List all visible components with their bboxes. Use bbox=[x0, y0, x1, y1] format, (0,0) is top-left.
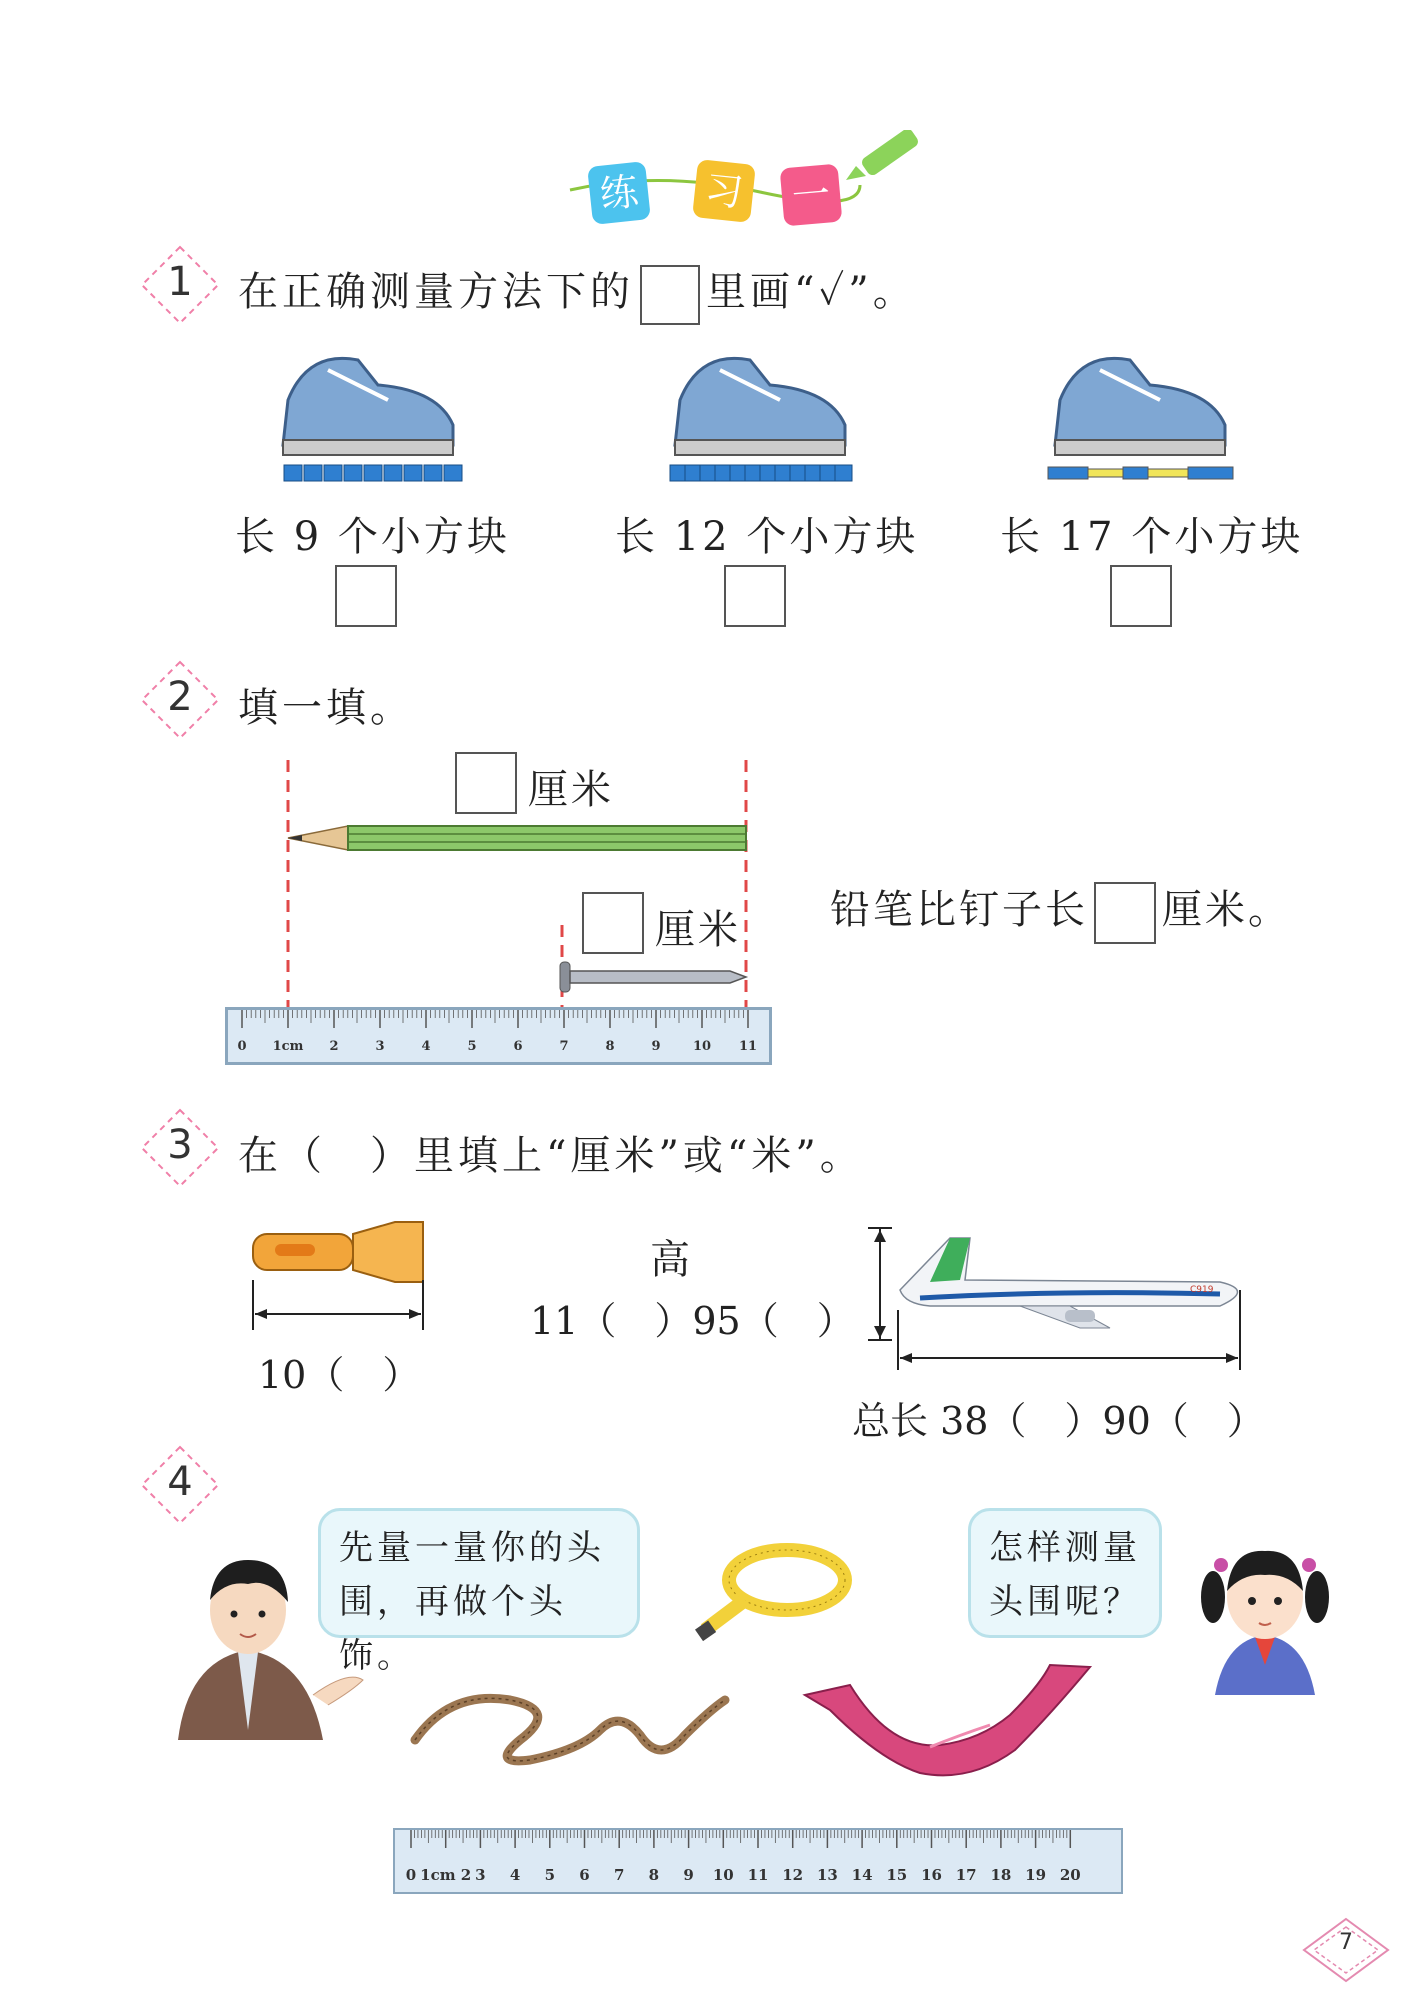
plane-tail-text: C919 bbox=[1190, 1285, 1214, 1295]
large-ruler-label: 1cm 2 bbox=[420, 1866, 472, 1884]
large-ruler-label: 13 bbox=[816, 1866, 838, 1884]
rope-image bbox=[410, 1670, 730, 1780]
large-ruler-label: 4 bbox=[509, 1866, 521, 1884]
cm-ruler-small bbox=[226, 1008, 771, 1064]
pencil-length-box[interactable] bbox=[455, 752, 517, 814]
option-1-checkbox[interactable] bbox=[335, 565, 397, 627]
large-ruler-label: 19 bbox=[1025, 1866, 1047, 1884]
large-ruler-label: 12 bbox=[782, 1866, 804, 1884]
teacher-speech-bubble bbox=[318, 1508, 640, 1676]
shoe-image bbox=[660, 330, 860, 490]
large-ruler-label: 8 bbox=[648, 1866, 660, 1884]
question-3-number: 3 bbox=[167, 1122, 193, 1168]
option-2-caption: 长 12 个小方块 bbox=[615, 514, 919, 560]
question-3-badge bbox=[140, 1108, 220, 1188]
large-ruler-label: 16 bbox=[921, 1866, 942, 1884]
header-char-3: 一 bbox=[780, 164, 843, 227]
large-ruler-label: 0 bbox=[405, 1866, 417, 1884]
question-2-number: 2 bbox=[167, 674, 193, 720]
option-1-caption: 长 9 个小方块 bbox=[235, 514, 510, 560]
teacher-bubble-line-1: 先量一量你的头 bbox=[339, 1528, 605, 1568]
pencil-length-unit: 厘米 bbox=[528, 767, 614, 813]
question-2-text: 填一填。 bbox=[238, 685, 414, 731]
small-ruler-label: 1cm bbox=[272, 1039, 304, 1054]
large-ruler-label: 15 bbox=[886, 1866, 908, 1884]
option-2-checkbox[interactable] bbox=[724, 565, 786, 627]
girl-illustration bbox=[1195, 1525, 1335, 1700]
small-ruler-label: 2 bbox=[329, 1039, 339, 1054]
option-3-checkbox[interactable] bbox=[1110, 565, 1172, 627]
question-1-text: 在正确测量方法下的 里画“✓”。 bbox=[238, 260, 917, 325]
large-ruler-label: 5 bbox=[544, 1866, 556, 1884]
question-1-badge bbox=[140, 245, 220, 325]
large-ruler-label: 3 bbox=[475, 1866, 486, 1884]
question-1-number: 1 bbox=[167, 259, 193, 305]
shoe-image bbox=[1040, 330, 1240, 490]
answer-box-sample bbox=[640, 265, 700, 325]
girl-speech-bubble bbox=[968, 1508, 1162, 1638]
nail-length-box[interactable] bbox=[582, 892, 644, 954]
small-ruler-label: 3 bbox=[375, 1039, 385, 1054]
height-title: 高 bbox=[650, 1237, 693, 1283]
large-ruler-label: 9 bbox=[683, 1866, 694, 1884]
header-char-1: 练 bbox=[587, 161, 651, 225]
girl-bubble-line-1: 怎样测量 bbox=[989, 1528, 1141, 1568]
question-2-badge bbox=[140, 660, 220, 740]
shoe-option-3 bbox=[1040, 330, 1240, 490]
option-3-caption: 长 17 个小方块 bbox=[1000, 514, 1304, 560]
question-4-number: 4 bbox=[167, 1459, 193, 1505]
cm-ruler-large bbox=[393, 1828, 1123, 1894]
nail-length-unit: 厘米 bbox=[655, 907, 741, 953]
small-ruler-label: 0 bbox=[237, 1039, 247, 1054]
small-ruler-label: 6 bbox=[513, 1039, 523, 1054]
large-ruler-label: 7 bbox=[613, 1866, 625, 1884]
shoe-image bbox=[268, 330, 468, 490]
airplane-image bbox=[860, 1220, 1260, 1370]
large-ruler-label: 20 bbox=[1059, 1866, 1081, 1884]
small-ruler-label: 4 bbox=[421, 1039, 431, 1054]
small-ruler-label: 11 bbox=[738, 1039, 758, 1054]
flashlight-length-label: 10（ ） bbox=[258, 1353, 421, 1397]
small-ruler-label: 8 bbox=[605, 1039, 615, 1054]
large-ruler-label: 17 bbox=[955, 1866, 977, 1884]
small-ruler-label: 10 bbox=[692, 1039, 712, 1054]
small-ruler-label: 5 bbox=[467, 1039, 477, 1054]
question-4-badge bbox=[140, 1445, 220, 1525]
difference-box[interactable] bbox=[1094, 882, 1156, 944]
plane-height-label: 11（ ）95（ ） bbox=[530, 1299, 855, 1343]
header-char-2: 习 bbox=[692, 159, 756, 223]
small-ruler-label: 9 bbox=[651, 1039, 661, 1054]
teacher-bubble-line-2: 围，再做个头饰。 bbox=[339, 1582, 567, 1676]
large-ruler-label: 11 bbox=[747, 1866, 769, 1884]
shoe-option-1 bbox=[268, 330, 468, 490]
plane-length-label: 总长 38（ ）90（ ） bbox=[852, 1399, 1265, 1443]
small-ruler-label: 7 bbox=[559, 1039, 569, 1054]
exercise-header bbox=[560, 130, 940, 230]
tape-measure-image bbox=[695, 1530, 855, 1650]
question-3-text: 在（ ）里填上“厘米”或“米”。 bbox=[238, 1133, 864, 1179]
compare-sentence: 铅笔比钉子长 厘米。 bbox=[830, 878, 1291, 944]
girl-bubble-line-2: 头围呢？ bbox=[989, 1582, 1141, 1622]
large-ruler-label: 18 bbox=[990, 1866, 1012, 1884]
large-ruler-label: 6 bbox=[579, 1866, 590, 1884]
shoe-option-2 bbox=[660, 330, 860, 490]
ribbon-image bbox=[800, 1655, 1100, 1785]
flashlight-image bbox=[245, 1220, 435, 1350]
large-ruler-label: 10 bbox=[712, 1866, 734, 1884]
page-number: 7 bbox=[1339, 1930, 1353, 1955]
large-ruler-label: 14 bbox=[851, 1866, 873, 1884]
